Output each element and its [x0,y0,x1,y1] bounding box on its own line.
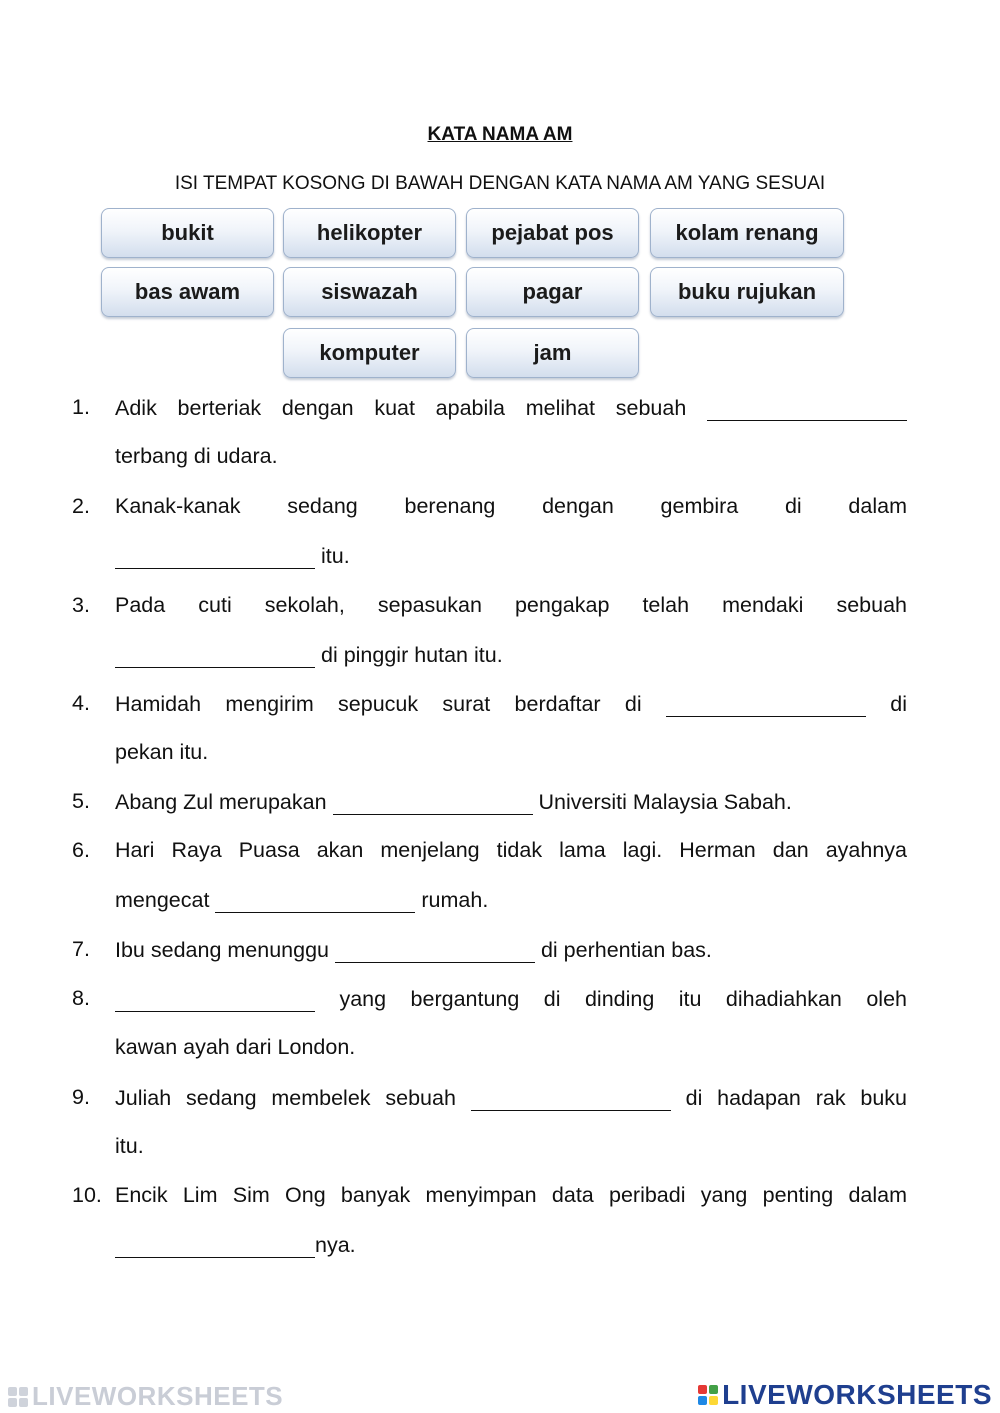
question-text: Juliah sedang membelek sebuah [115,1085,456,1110]
question-number: 4. [72,691,90,715]
question-text: di [890,691,907,716]
word-tile-kolam-renang[interactable]: kolam renang [650,208,844,258]
question-line [115,1232,907,1258]
question-line: terbang di udara. [115,444,278,468]
answer-blank-6[interactable] [215,887,415,913]
question-text: itu. [320,543,350,568]
question-line [115,986,907,1012]
question-text: Adik berteriak dengan kuat apabila melihat sebuah [115,395,687,420]
word-tile-bukit[interactable]: bukit [101,208,274,258]
answer-blank-2[interactable] [115,543,315,569]
question-text: di pinggir hutan itu. [320,642,503,667]
question-line: Pada cuti sekolah, sepasukan pengakap telah mendaki sebuah [115,593,907,617]
answer-blank-5[interactable] [333,789,533,815]
question-line [115,395,907,421]
question-text: Universiti Malaysia Sabah. [538,789,792,814]
question-number: 1. [72,395,90,419]
question-line: itu. [115,1134,144,1158]
question-line [115,887,907,913]
question-line: pekan itu. [115,740,209,764]
question-line [115,543,907,569]
answer-blank-10[interactable] [115,1232,315,1258]
answer-blank-9[interactable] [471,1085,671,1111]
question-number: 9. [72,1085,90,1109]
question-line [115,789,907,815]
liveworksheets-logo-icon [8,1387,28,1407]
question-number: 2. [72,494,90,518]
question-line: Kanak-kanak sedang berenang dengan gembira di dalam [115,494,907,518]
answer-blank-4[interactable] [666,691,866,717]
question-text: di hadapan rak buku [685,1085,908,1110]
question-text: Abang Zul merupakan [115,789,327,814]
question-text: yang bergantung di dinding itu dihadiahkan oleh [339,986,907,1011]
question-text: nya. [315,1232,356,1257]
brand-text: LIVEWORKSHEETS [32,1381,284,1411]
question-text: Hamidah mengirim sepucuk surat berdaftar di [115,691,642,716]
word-tile-komputer[interactable]: komputer [283,328,456,378]
word-tile-pagar[interactable]: pagar [466,267,639,317]
question-number: 10. [72,1183,102,1207]
question-text: mengecat [115,887,210,912]
word-tile-pejabat-pos[interactable]: pejabat pos [466,208,639,258]
question-line: Encik Lim Sim Ong banyak menyimpan data peribadi yang penting dalam [115,1183,907,1207]
word-tile-jam[interactable]: jam [466,328,639,378]
answer-blank-8[interactable] [115,986,315,1012]
question-text: Ibu sedang menunggu [115,937,329,962]
question-line [115,642,907,668]
question-line [115,1085,907,1111]
question-line: kawan ayah dari London. [115,1035,356,1059]
instruction-text: ISI TEMPAT KOSONG DI BAWAH DENGAN KATA NAMA AM YANG SESUAI [174,173,826,194]
liveworksheets-watermark-left [8,1381,283,1412]
question-number: 6. [72,838,90,862]
brand-text: LIVEWORKSHEETS [722,1379,992,1410]
question-text: di perhentian bas. [540,937,712,962]
liveworksheets-logo-icon [698,1385,718,1405]
word-tile-helikopter[interactable]: helikopter [283,208,456,258]
word-tile-siswazah[interactable]: siswazah [283,267,456,317]
question-number: 8. [72,986,90,1010]
word-tile-bas-awam[interactable]: bas awam [101,267,274,317]
answer-blank-7[interactable] [335,937,535,963]
word-tile-buku-rujukan[interactable]: buku rujukan [650,267,844,317]
question-number: 3. [72,593,90,617]
question-text: rumah. [421,887,489,912]
page-title: KATA NAMA AM [427,124,573,145]
question-number: 5. [72,789,90,813]
answer-blank-3[interactable] [115,642,315,668]
question-line [115,691,907,717]
question-line [115,937,907,963]
answer-blank-1[interactable] [707,395,907,421]
question-number: 7. [72,937,90,961]
question-line: Hari Raya Puasa akan menjelang tidak lama lagi. Herman dan ayahnya [115,838,907,862]
liveworksheets-logo-right[interactable] [698,1379,992,1411]
